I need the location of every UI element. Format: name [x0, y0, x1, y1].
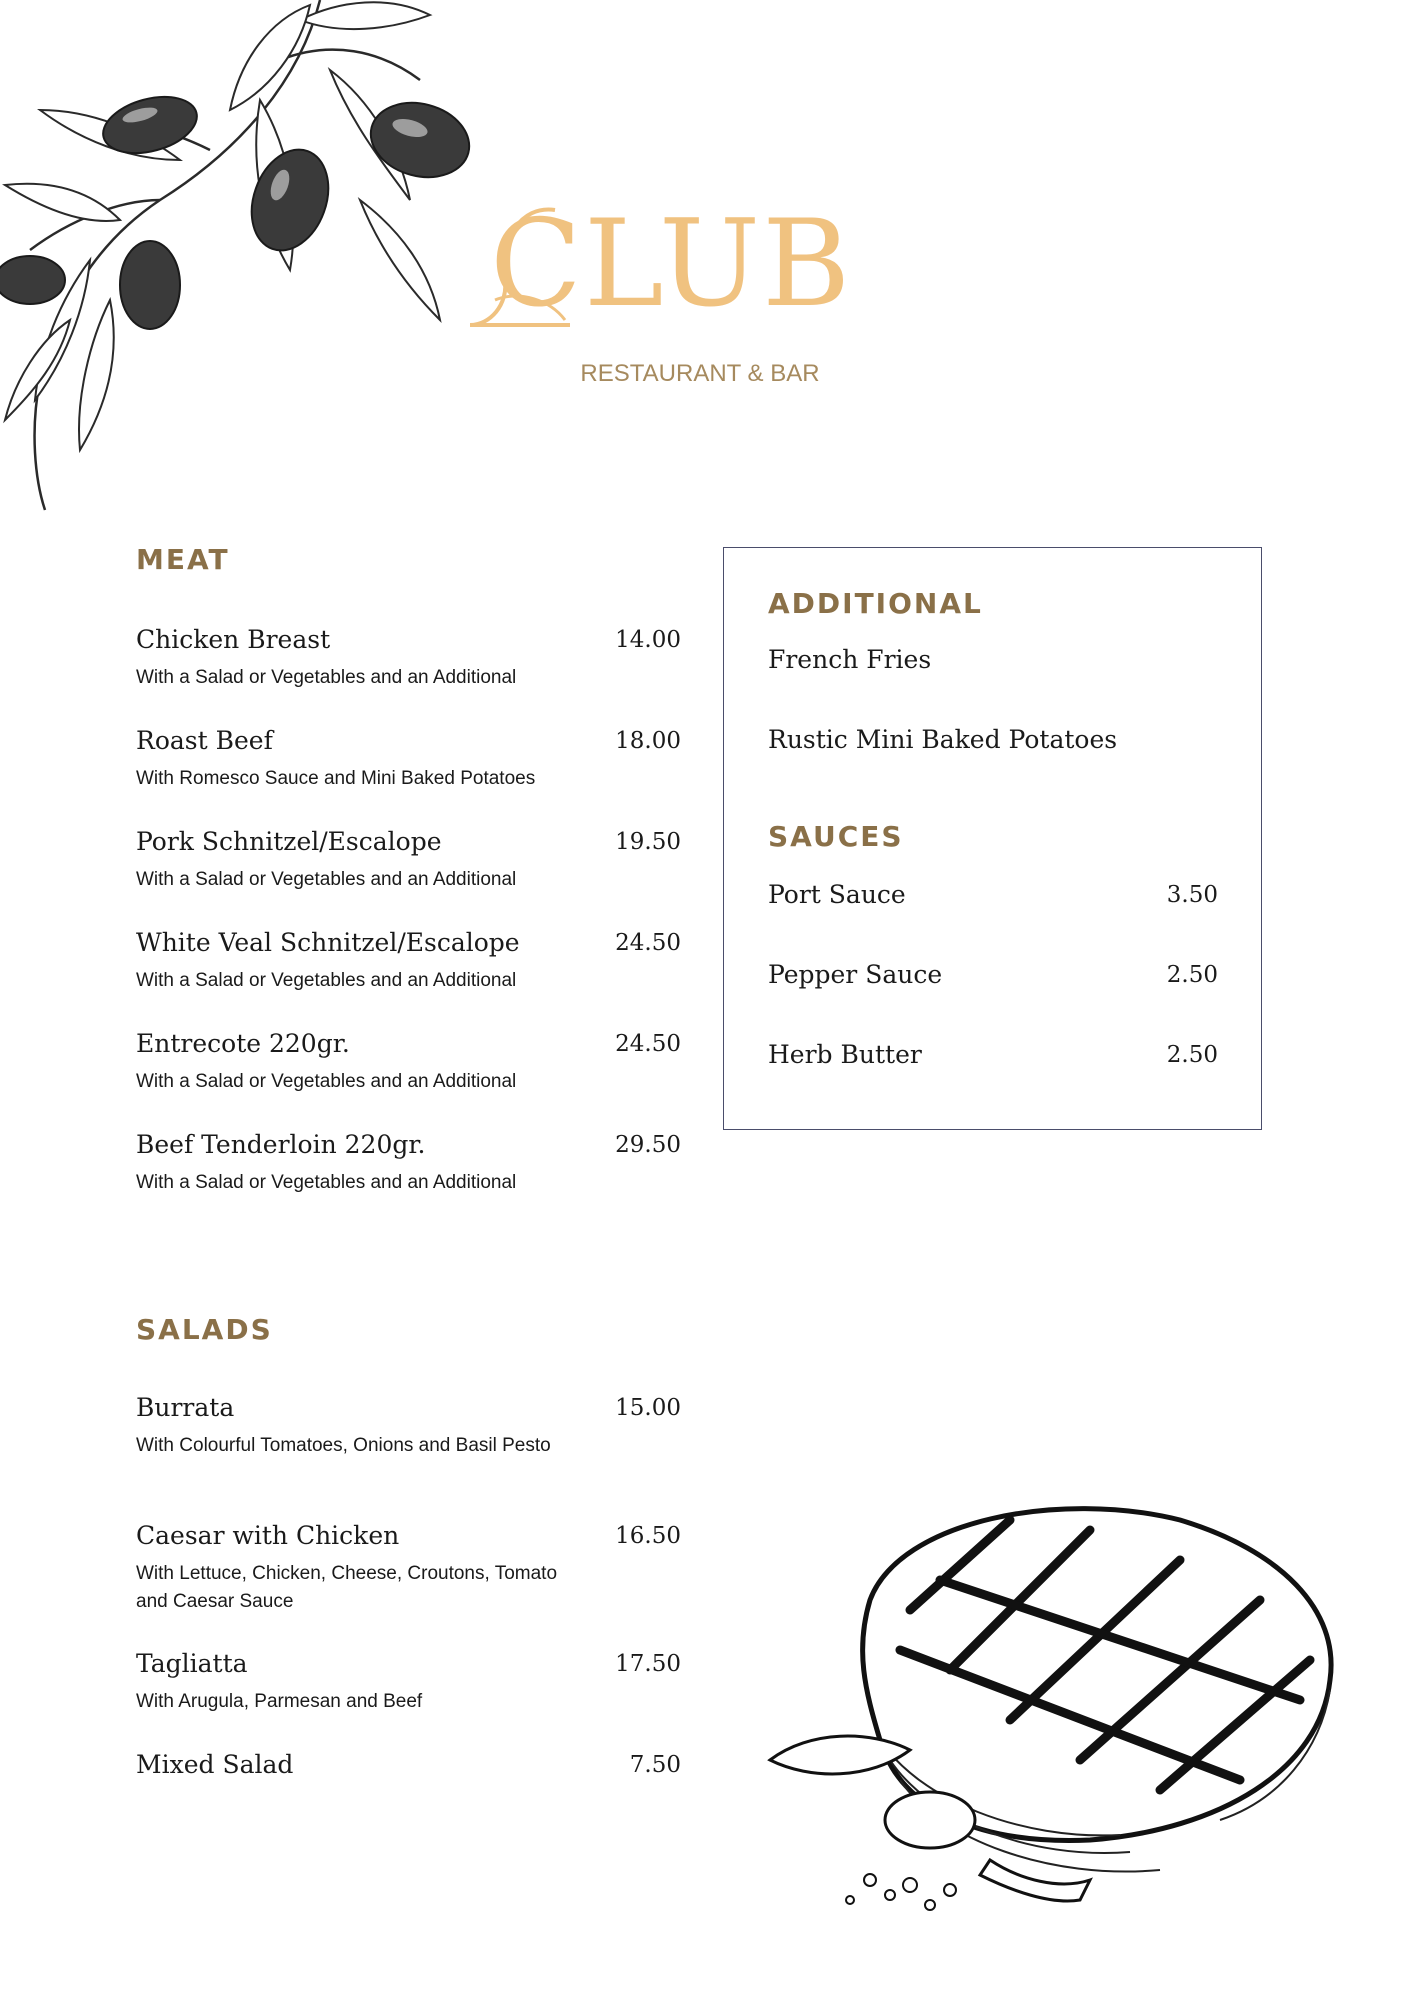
item-description: With Arugula, Parmesan and Beef — [136, 1691, 423, 1712]
item-name: Roast Beef — [136, 726, 273, 755]
item-price: 2.50 — [1166, 1042, 1218, 1068]
menu-item — [768, 725, 1218, 754]
item-price: 24.50 — [615, 1031, 681, 1057]
menu-item — [136, 1521, 681, 1616]
item-name: Rustic Mini Baked Potatoes — [768, 725, 1118, 754]
item-name: Pepper Sauce — [768, 960, 943, 989]
item-name: Chicken Breast — [136, 625, 331, 654]
grilled-steak-illustration — [760, 1480, 1360, 1940]
menu-item — [136, 1750, 681, 1779]
menu-item — [768, 1040, 1218, 1069]
item-price: 17.50 — [615, 1651, 681, 1677]
item-description: With a Salad or Vegetables and an Additional — [136, 1172, 517, 1193]
item-price: 14.00 — [615, 627, 681, 653]
sauces-heading: SAUCES — [768, 820, 904, 853]
menu-item — [136, 1393, 681, 1460]
salads-heading: SALADS — [136, 1313, 273, 1346]
menu-item — [136, 1029, 681, 1096]
item-price: 16.50 — [615, 1523, 681, 1549]
item-name: Beef Tenderloin 220gr. — [136, 1130, 426, 1159]
item-description: With a Salad or Vegetables and an Additional — [136, 667, 517, 688]
item-description: With Colourful Tomatoes, Onions and Basil Pesto — [136, 1435, 551, 1456]
item-name: Tagliatta — [136, 1649, 248, 1678]
item-description: With a Salad or Vegetables and an Additional — [136, 1071, 517, 1092]
item-description: With Lettuce, Chicken, Cheese, Croutons, Tomato and Caesar Sauce — [136, 1563, 558, 1612]
item-price: 2.50 — [1166, 962, 1218, 988]
menu-item — [136, 827, 681, 894]
menu-item — [768, 645, 1218, 674]
item-description: With Romesco Sauce and Mini Baked Potatoes — [136, 768, 536, 789]
item-name: White Veal Schnitzel/Escalope — [136, 928, 520, 957]
menu-item — [136, 726, 681, 793]
item-name: Entrecote 220gr. — [136, 1029, 350, 1058]
meat-heading: MEAT — [136, 543, 230, 576]
menu-item — [136, 1130, 681, 1197]
item-name: Caesar with Chicken — [136, 1521, 400, 1550]
item-price: 7.50 — [629, 1752, 681, 1778]
menu-item — [768, 960, 1218, 989]
additional-heading: ADDITIONAL — [768, 587, 983, 620]
item-name: Mixed Salad — [136, 1750, 294, 1779]
item-price: 3.50 — [1166, 882, 1218, 908]
item-price: 18.00 — [615, 728, 681, 754]
item-name: Port Sauce — [768, 880, 906, 909]
item-name: Pork Schnitzel/Escalope — [136, 827, 442, 856]
menu-item — [136, 928, 681, 995]
item-description: With a Salad or Vegetables and an Additional — [136, 970, 517, 991]
tagline: RESTAURANT & BAR — [580, 360, 820, 387]
club-logo — [460, 190, 930, 340]
logo-text: CLUB — [490, 195, 853, 334]
menu-item — [136, 1649, 681, 1716]
item-name: Herb Butter — [768, 1040, 922, 1069]
item-name: Burrata — [136, 1393, 235, 1422]
item-price: 29.50 — [615, 1132, 681, 1158]
item-price: 24.50 — [615, 930, 681, 956]
item-price: 19.50 — [615, 829, 681, 855]
item-description: With a Salad or Vegetables and an Additional — [136, 869, 517, 890]
menu-item — [136, 625, 681, 692]
item-price: 15.00 — [615, 1395, 681, 1421]
item-name: French Fries — [768, 645, 932, 674]
menu-item — [768, 880, 1218, 909]
